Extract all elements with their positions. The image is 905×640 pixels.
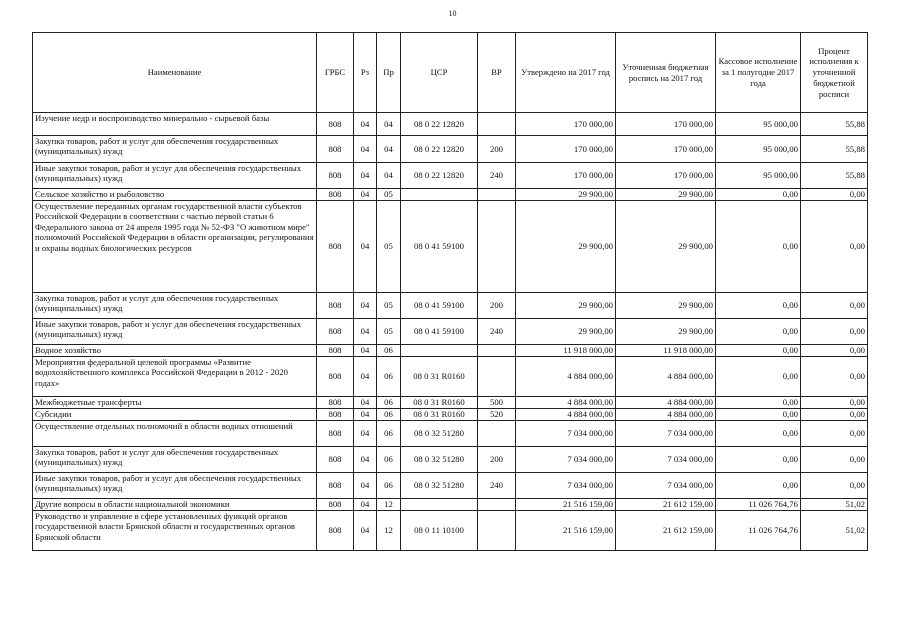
cell-percent: 0,00 (801, 345, 868, 357)
cell-percent: 55,88 (801, 113, 868, 136)
cell-name: Водное хозяйство (33, 345, 317, 357)
cell-grbs: 808 (317, 163, 354, 189)
cell-cash: 0,00 (716, 189, 801, 201)
cell-approved: 29 900,00 (516, 293, 616, 319)
header-row (33, 33, 868, 113)
cell-pr: 06 (377, 409, 401, 421)
cell-refined: 29 900,00 (616, 189, 716, 201)
col-header-csr: ЦСР (401, 33, 478, 113)
cell-name: Иные закупки товаров, работ и услуг для обеспечения государственных (муниципальных) нужд (33, 473, 317, 499)
cell-csr: 08 0 41 59100 (401, 201, 478, 293)
cell-name: Другие вопросы в области национальной экономики (33, 499, 317, 511)
cell-name: Руководство и управление в сфере установленных функций органов государственной власти Брянской области и государственных органов Брянской области (33, 511, 317, 551)
budget-execution-table (32, 32, 868, 551)
cell-csr: 08 0 31 R0160 (401, 409, 478, 421)
cell-refined: 29 900,00 (616, 201, 716, 293)
cell-percent: 0,00 (801, 473, 868, 499)
cell-refined: 170 000,00 (616, 113, 716, 136)
cell-vr: 240 (478, 473, 516, 499)
cell-cash: 0,00 (716, 345, 801, 357)
cell-approved: 7 034 000,00 (516, 447, 616, 473)
cell-csr: 08 0 22 12820 (401, 136, 478, 163)
cell-approved: 170 000,00 (516, 113, 616, 136)
cell-csr: 08 0 41 59100 (401, 319, 478, 345)
cell-percent: 0,00 (801, 409, 868, 421)
cell-rz: 04 (354, 319, 377, 345)
cell-vr: 240 (478, 319, 516, 345)
cell-vr: 520 (478, 409, 516, 421)
cell-cash: 0,00 (716, 397, 801, 409)
cell-cash: 11 026 764,76 (716, 499, 801, 511)
cell-approved: 21 516 159,00 (516, 499, 616, 511)
cell-vr: 200 (478, 136, 516, 163)
cell-approved: 4 884 000,00 (516, 357, 616, 397)
cell-rz: 04 (354, 511, 377, 551)
cell-cash: 95 000,00 (716, 163, 801, 189)
cell-rz: 04 (354, 397, 377, 409)
cell-grbs: 808 (317, 421, 354, 447)
cell-vr (478, 189, 516, 201)
col-header-rz: Рз (354, 33, 377, 113)
cell-approved: 4 884 000,00 (516, 409, 616, 421)
cell-approved: 21 516 159,00 (516, 511, 616, 551)
cell-rz: 04 (354, 499, 377, 511)
cell-percent: 0,00 (801, 357, 868, 397)
cell-pr: 04 (377, 163, 401, 189)
cell-percent: 0,00 (801, 421, 868, 447)
cell-name: Закупка товаров, работ и услуг для обеспечения государственных (муниципальных) нужд (33, 136, 317, 163)
cell-rz: 04 (354, 447, 377, 473)
cell-rz: 04 (354, 293, 377, 319)
cell-approved: 29 900,00 (516, 319, 616, 345)
cell-csr (401, 499, 478, 511)
cell-csr: 08 0 22 12820 (401, 113, 478, 136)
cell-refined: 4 884 000,00 (616, 397, 716, 409)
cell-grbs: 808 (317, 189, 354, 201)
cell-percent: 0,00 (801, 189, 868, 201)
cell-percent: 51,02 (801, 511, 868, 551)
cell-cash: 11 026 764,76 (716, 511, 801, 551)
cell-name: Межбюджетные трансферты (33, 397, 317, 409)
cell-csr (401, 345, 478, 357)
col-header-pr: Пр (377, 33, 401, 113)
cell-cash: 0,00 (716, 421, 801, 447)
cell-name: Иные закупки товаров, работ и услуг для обеспечения государственных (муниципальных) нужд (33, 163, 317, 189)
cell-pr: 04 (377, 113, 401, 136)
cell-cash: 95 000,00 (716, 113, 801, 136)
cell-pr: 05 (377, 319, 401, 345)
col-header-grbs: ГРБС (317, 33, 354, 113)
table-row (33, 473, 868, 499)
cell-grbs: 808 (317, 473, 354, 499)
cell-name: Закупка товаров, работ и услуг для обеспечения государственных (муниципальных) нужд (33, 447, 317, 473)
cell-name: Субсидии (33, 409, 317, 421)
cell-pr: 04 (377, 136, 401, 163)
cell-name: Закупка товаров, работ и услуг для обеспечения государственных (муниципальных) нужд (33, 293, 317, 319)
cell-grbs: 808 (317, 136, 354, 163)
cell-pr: 05 (377, 189, 401, 201)
cell-name: Мероприятия федеральной целевой программы «Развитие водохозяйственного комплекса Российской Федерации в 2012 - 2020 годах» (33, 357, 317, 397)
cell-name: Иные закупки товаров, работ и услуг для обеспечения государственных (муниципальных) нужд (33, 319, 317, 345)
cell-rz: 04 (354, 421, 377, 447)
cell-refined: 4 884 000,00 (616, 409, 716, 421)
table-body (33, 113, 868, 551)
cell-vr: 200 (478, 293, 516, 319)
cell-rz: 04 (354, 113, 377, 136)
col-header-vr: ВР (478, 33, 516, 113)
cell-name: Сельское хозяйство и рыболовство (33, 189, 317, 201)
cell-cash: 0,00 (716, 201, 801, 293)
cell-refined: 29 900,00 (616, 293, 716, 319)
table-row (33, 511, 868, 551)
cell-pr: 06 (377, 447, 401, 473)
table-row (33, 136, 868, 163)
cell-pr: 05 (377, 293, 401, 319)
cell-grbs: 808 (317, 113, 354, 136)
cell-grbs: 808 (317, 293, 354, 319)
cell-grbs: 808 (317, 201, 354, 293)
cell-cash: 0,00 (716, 357, 801, 397)
cell-pr: 12 (377, 499, 401, 511)
cell-pr: 05 (377, 201, 401, 293)
cell-rz: 04 (354, 163, 377, 189)
cell-rz: 04 (354, 357, 377, 397)
cell-approved: 7 034 000,00 (516, 473, 616, 499)
cell-cash: 0,00 (716, 473, 801, 499)
cell-percent: 0,00 (801, 447, 868, 473)
cell-approved: 170 000,00 (516, 163, 616, 189)
table-row (33, 421, 868, 447)
cell-grbs: 808 (317, 345, 354, 357)
table-row (33, 189, 868, 201)
cell-vr (478, 345, 516, 357)
cell-cash: 95 000,00 (716, 136, 801, 163)
cell-rz: 04 (354, 345, 377, 357)
page-number: 10 (448, 9, 457, 18)
cell-pr: 12 (377, 511, 401, 551)
cell-vr: 200 (478, 447, 516, 473)
cell-rz: 04 (354, 473, 377, 499)
col-header-cash: Кассовое исполнение за 1 полугодие 2017 года (716, 33, 801, 113)
cell-percent: 55,88 (801, 163, 868, 189)
table-row (33, 345, 868, 357)
cell-grbs: 808 (317, 447, 354, 473)
cell-pr: 06 (377, 473, 401, 499)
cell-cash: 0,00 (716, 293, 801, 319)
col-header-percent: Процент исполнения к уточненной бюджетной росписи (801, 33, 868, 113)
table-row (33, 447, 868, 473)
cell-csr: 08 0 41 59100 (401, 293, 478, 319)
cell-csr: 08 0 31 R0160 (401, 397, 478, 409)
cell-csr: 08 0 22 12820 (401, 163, 478, 189)
cell-refined: 29 900,00 (616, 319, 716, 345)
cell-refined: 7 034 000,00 (616, 421, 716, 447)
cell-percent: 0,00 (801, 201, 868, 293)
cell-approved: 4 884 000,00 (516, 397, 616, 409)
cell-csr: 08 0 32 51280 (401, 421, 478, 447)
cell-grbs: 808 (317, 397, 354, 409)
col-header-refined: Уточненная бюджетная роспись на 2017 год (616, 33, 716, 113)
cell-rz: 04 (354, 189, 377, 201)
cell-pr: 06 (377, 345, 401, 357)
cell-vr: 240 (478, 163, 516, 189)
cell-grbs: 808 (317, 499, 354, 511)
cell-approved: 29 900,00 (516, 201, 616, 293)
cell-rz: 04 (354, 201, 377, 293)
table-row (33, 357, 868, 397)
cell-refined: 4 884 000,00 (616, 357, 716, 397)
cell-name: Изучение недр и воспроизводство минерально - сырьевой базы (33, 113, 317, 136)
cell-percent: 0,00 (801, 293, 868, 319)
cell-refined: 21 612 159,00 (616, 499, 716, 511)
cell-approved: 7 034 000,00 (516, 421, 616, 447)
cell-cash: 0,00 (716, 319, 801, 345)
cell-csr: 08 0 32 51280 (401, 447, 478, 473)
cell-rz: 04 (354, 136, 377, 163)
cell-grbs: 808 (317, 511, 354, 551)
cell-rz: 04 (354, 409, 377, 421)
cell-refined: 170 000,00 (616, 163, 716, 189)
cell-percent: 51,02 (801, 499, 868, 511)
cell-name: Осуществление отдельных полномочий в области водных отношений (33, 421, 317, 447)
cell-grbs: 808 (317, 319, 354, 345)
col-header-approved: Утверждено на 2017 год (516, 33, 616, 113)
cell-vr: 500 (478, 397, 516, 409)
cell-csr: 08 0 31 R0160 (401, 357, 478, 397)
cell-name: Осуществление переданных органам государственной власти субъектов Российской Федерации в соответствии с частью первой статьи 6 Федерального закона от 24 апреля 1995 года № 52-ФЗ "О животном мире" полномочий Российской Федерации в области организации, регулирования и охраны водных биологических ресурсов (33, 201, 317, 293)
cell-pr: 06 (377, 397, 401, 409)
cell-vr (478, 499, 516, 511)
table-row (33, 293, 868, 319)
table-row (33, 499, 868, 511)
cell-vr (478, 421, 516, 447)
cell-vr (478, 357, 516, 397)
cell-pr: 06 (377, 357, 401, 397)
cell-refined: 21 612 159,00 (616, 511, 716, 551)
table-row (33, 409, 868, 421)
cell-approved: 29 900,00 (516, 189, 616, 201)
cell-percent: 0,00 (801, 319, 868, 345)
cell-refined: 7 034 000,00 (616, 473, 716, 499)
cell-percent: 55,88 (801, 136, 868, 163)
col-header-name: Наименование (33, 33, 317, 113)
table-row (33, 113, 868, 136)
cell-pr: 06 (377, 421, 401, 447)
cell-vr (478, 201, 516, 293)
cell-grbs: 808 (317, 357, 354, 397)
table-row (33, 201, 868, 293)
table-row (33, 319, 868, 345)
cell-grbs: 808 (317, 409, 354, 421)
cell-percent: 0,00 (801, 397, 868, 409)
cell-refined: 7 034 000,00 (616, 447, 716, 473)
cell-refined: 11 918 000,00 (616, 345, 716, 357)
table-row (33, 397, 868, 409)
cell-csr: 08 0 32 51280 (401, 473, 478, 499)
cell-approved: 11 918 000,00 (516, 345, 616, 357)
table-row (33, 163, 868, 189)
cell-vr (478, 113, 516, 136)
cell-approved: 170 000,00 (516, 136, 616, 163)
cell-cash: 0,00 (716, 409, 801, 421)
cell-csr (401, 189, 478, 201)
cell-csr: 08 0 11 10100 (401, 511, 478, 551)
cell-vr (478, 511, 516, 551)
cell-refined: 170 000,00 (616, 136, 716, 163)
cell-cash: 0,00 (716, 447, 801, 473)
